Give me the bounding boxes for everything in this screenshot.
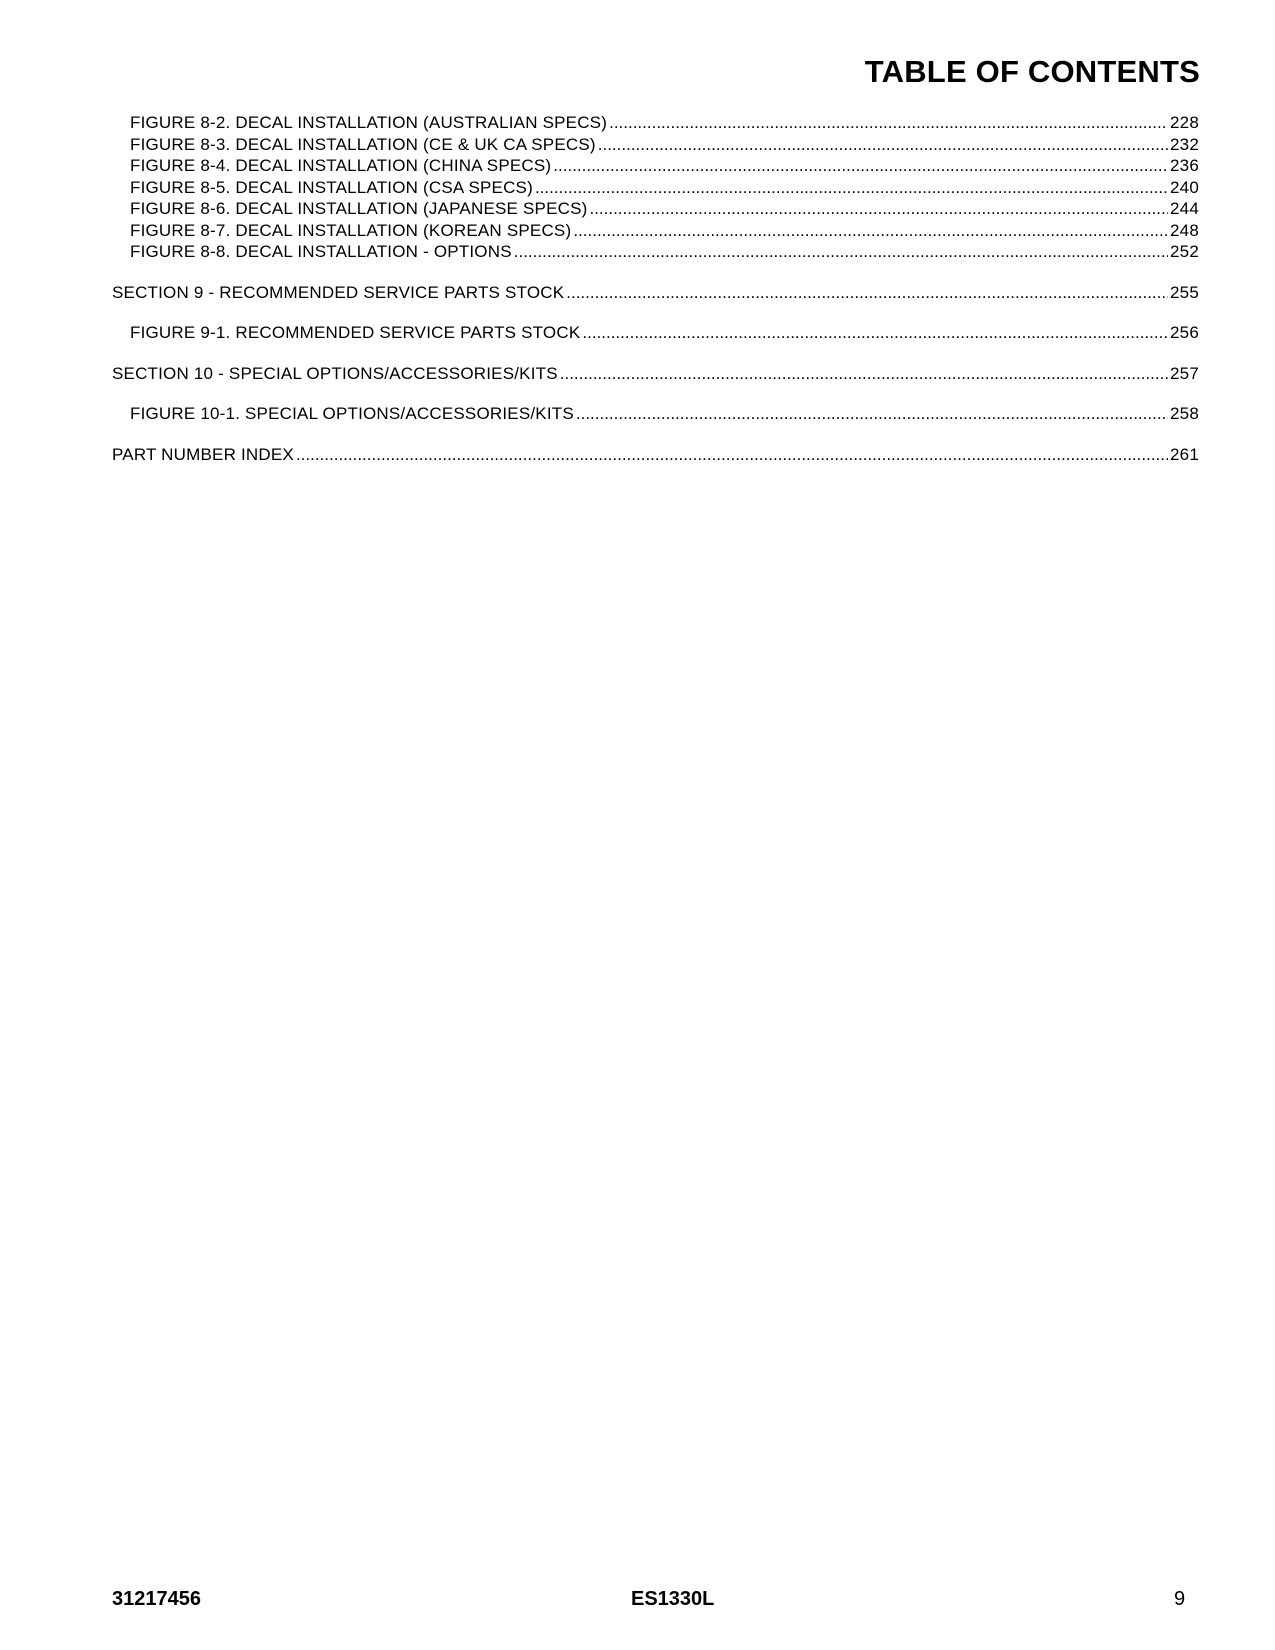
toc-entry-label: PART NUMBER INDEX xyxy=(112,444,294,464)
toc-dot-leader xyxy=(573,220,1168,242)
toc-entry-section-10[interactable] xyxy=(112,363,1199,385)
footer-model-name: ES1330L xyxy=(631,1588,715,1610)
toc-entry-figure-9-1[interactable] xyxy=(112,322,1199,344)
toc-entry-label: SECTION 10 - SPECIAL OPTIONS/ACCESSORIES/KITS xyxy=(112,363,558,383)
toc-dot-leader xyxy=(598,134,1168,156)
table-of-contents xyxy=(112,112,1199,465)
toc-entry-label: SECTION 9 - RECOMMENDED SERVICE PARTS STOCK xyxy=(112,282,565,302)
toc-entry-label: FIGURE 8-8. DECAL INSTALLATION - OPTIONS xyxy=(130,242,512,261)
toc-entry-label: FIGURE 8-3. DECAL INSTALLATION (CE & UK CA SPECS) xyxy=(130,134,596,154)
toc-entry-figure-8-7[interactable] xyxy=(112,220,1199,242)
toc-dot-leader xyxy=(296,444,1168,466)
toc-entry-label: FIGURE 8-5. DECAL INSTALLATION (CSA SPECS) xyxy=(130,177,533,197)
toc-entry-figure-8-6[interactable] xyxy=(112,198,1199,220)
toc-entry-page: 256 xyxy=(1170,323,1199,342)
footer-page-number: 9 xyxy=(1174,1588,1186,1610)
toc-entry-figure-8-2[interactable] xyxy=(112,112,1199,134)
toc-entry-page: 248 xyxy=(1170,220,1199,240)
toc-entry-page: 244 xyxy=(1170,199,1199,218)
toc-dot-leader xyxy=(609,112,1168,134)
toc-entry-label: FIGURE 8-6. DECAL INSTALLATION (JAPANESE SPECS) xyxy=(130,199,588,218)
toc-entry-page: 255 xyxy=(1170,282,1199,302)
toc-dot-leader xyxy=(566,282,1168,304)
toc-dot-leader xyxy=(582,322,1168,344)
toc-entry-label: FIGURE 8-7. DECAL INSTALLATION (KOREAN SPECS) xyxy=(130,220,572,240)
toc-entry-label: FIGURE 8-4. DECAL INSTALLATION (CHINA SPECS) xyxy=(130,156,552,175)
footer-document-number: 31217456 xyxy=(112,1588,201,1610)
toc-entry-figure-8-8[interactable] xyxy=(112,241,1199,263)
toc-entry-label: FIGURE 8-2. DECAL INSTALLATION (AUSTRALIAN SPECS) xyxy=(130,113,608,132)
toc-dot-leader xyxy=(535,177,1168,199)
toc-dot-leader xyxy=(576,403,1168,425)
toc-dot-leader xyxy=(560,363,1168,385)
toc-entry-section-9[interactable] xyxy=(112,282,1199,304)
page-title: TABLE OF CONTENTS xyxy=(864,54,1200,89)
toc-entry-figure-10-1[interactable] xyxy=(112,403,1199,425)
toc-entry-page: 228 xyxy=(1170,113,1199,132)
toc-dot-leader xyxy=(553,155,1168,177)
toc-entry-page: 232 xyxy=(1170,134,1199,154)
toc-dot-leader xyxy=(589,198,1168,220)
toc-entry-page: 257 xyxy=(1170,363,1199,383)
toc-entry-page: 252 xyxy=(1170,242,1199,261)
toc-dot-leader xyxy=(514,241,1168,263)
toc-entry-figure-8-5[interactable] xyxy=(112,177,1199,199)
toc-entry-page: 236 xyxy=(1170,156,1199,175)
toc-entry-label: FIGURE 9-1. RECOMMENDED SERVICE PARTS STOCK xyxy=(130,323,581,342)
toc-entry-part-number-index[interactable] xyxy=(112,444,1199,466)
toc-entry-page: 258 xyxy=(1170,404,1199,423)
toc-entry-figure-8-4[interactable] xyxy=(112,155,1199,177)
toc-entry-label: FIGURE 10-1. SPECIAL OPTIONS/ACCESSORIES/KITS xyxy=(130,404,574,423)
toc-entry-page: 240 xyxy=(1170,177,1199,197)
toc-entry-figure-8-3[interactable] xyxy=(112,134,1199,156)
toc-entry-page: 261 xyxy=(1170,444,1199,464)
